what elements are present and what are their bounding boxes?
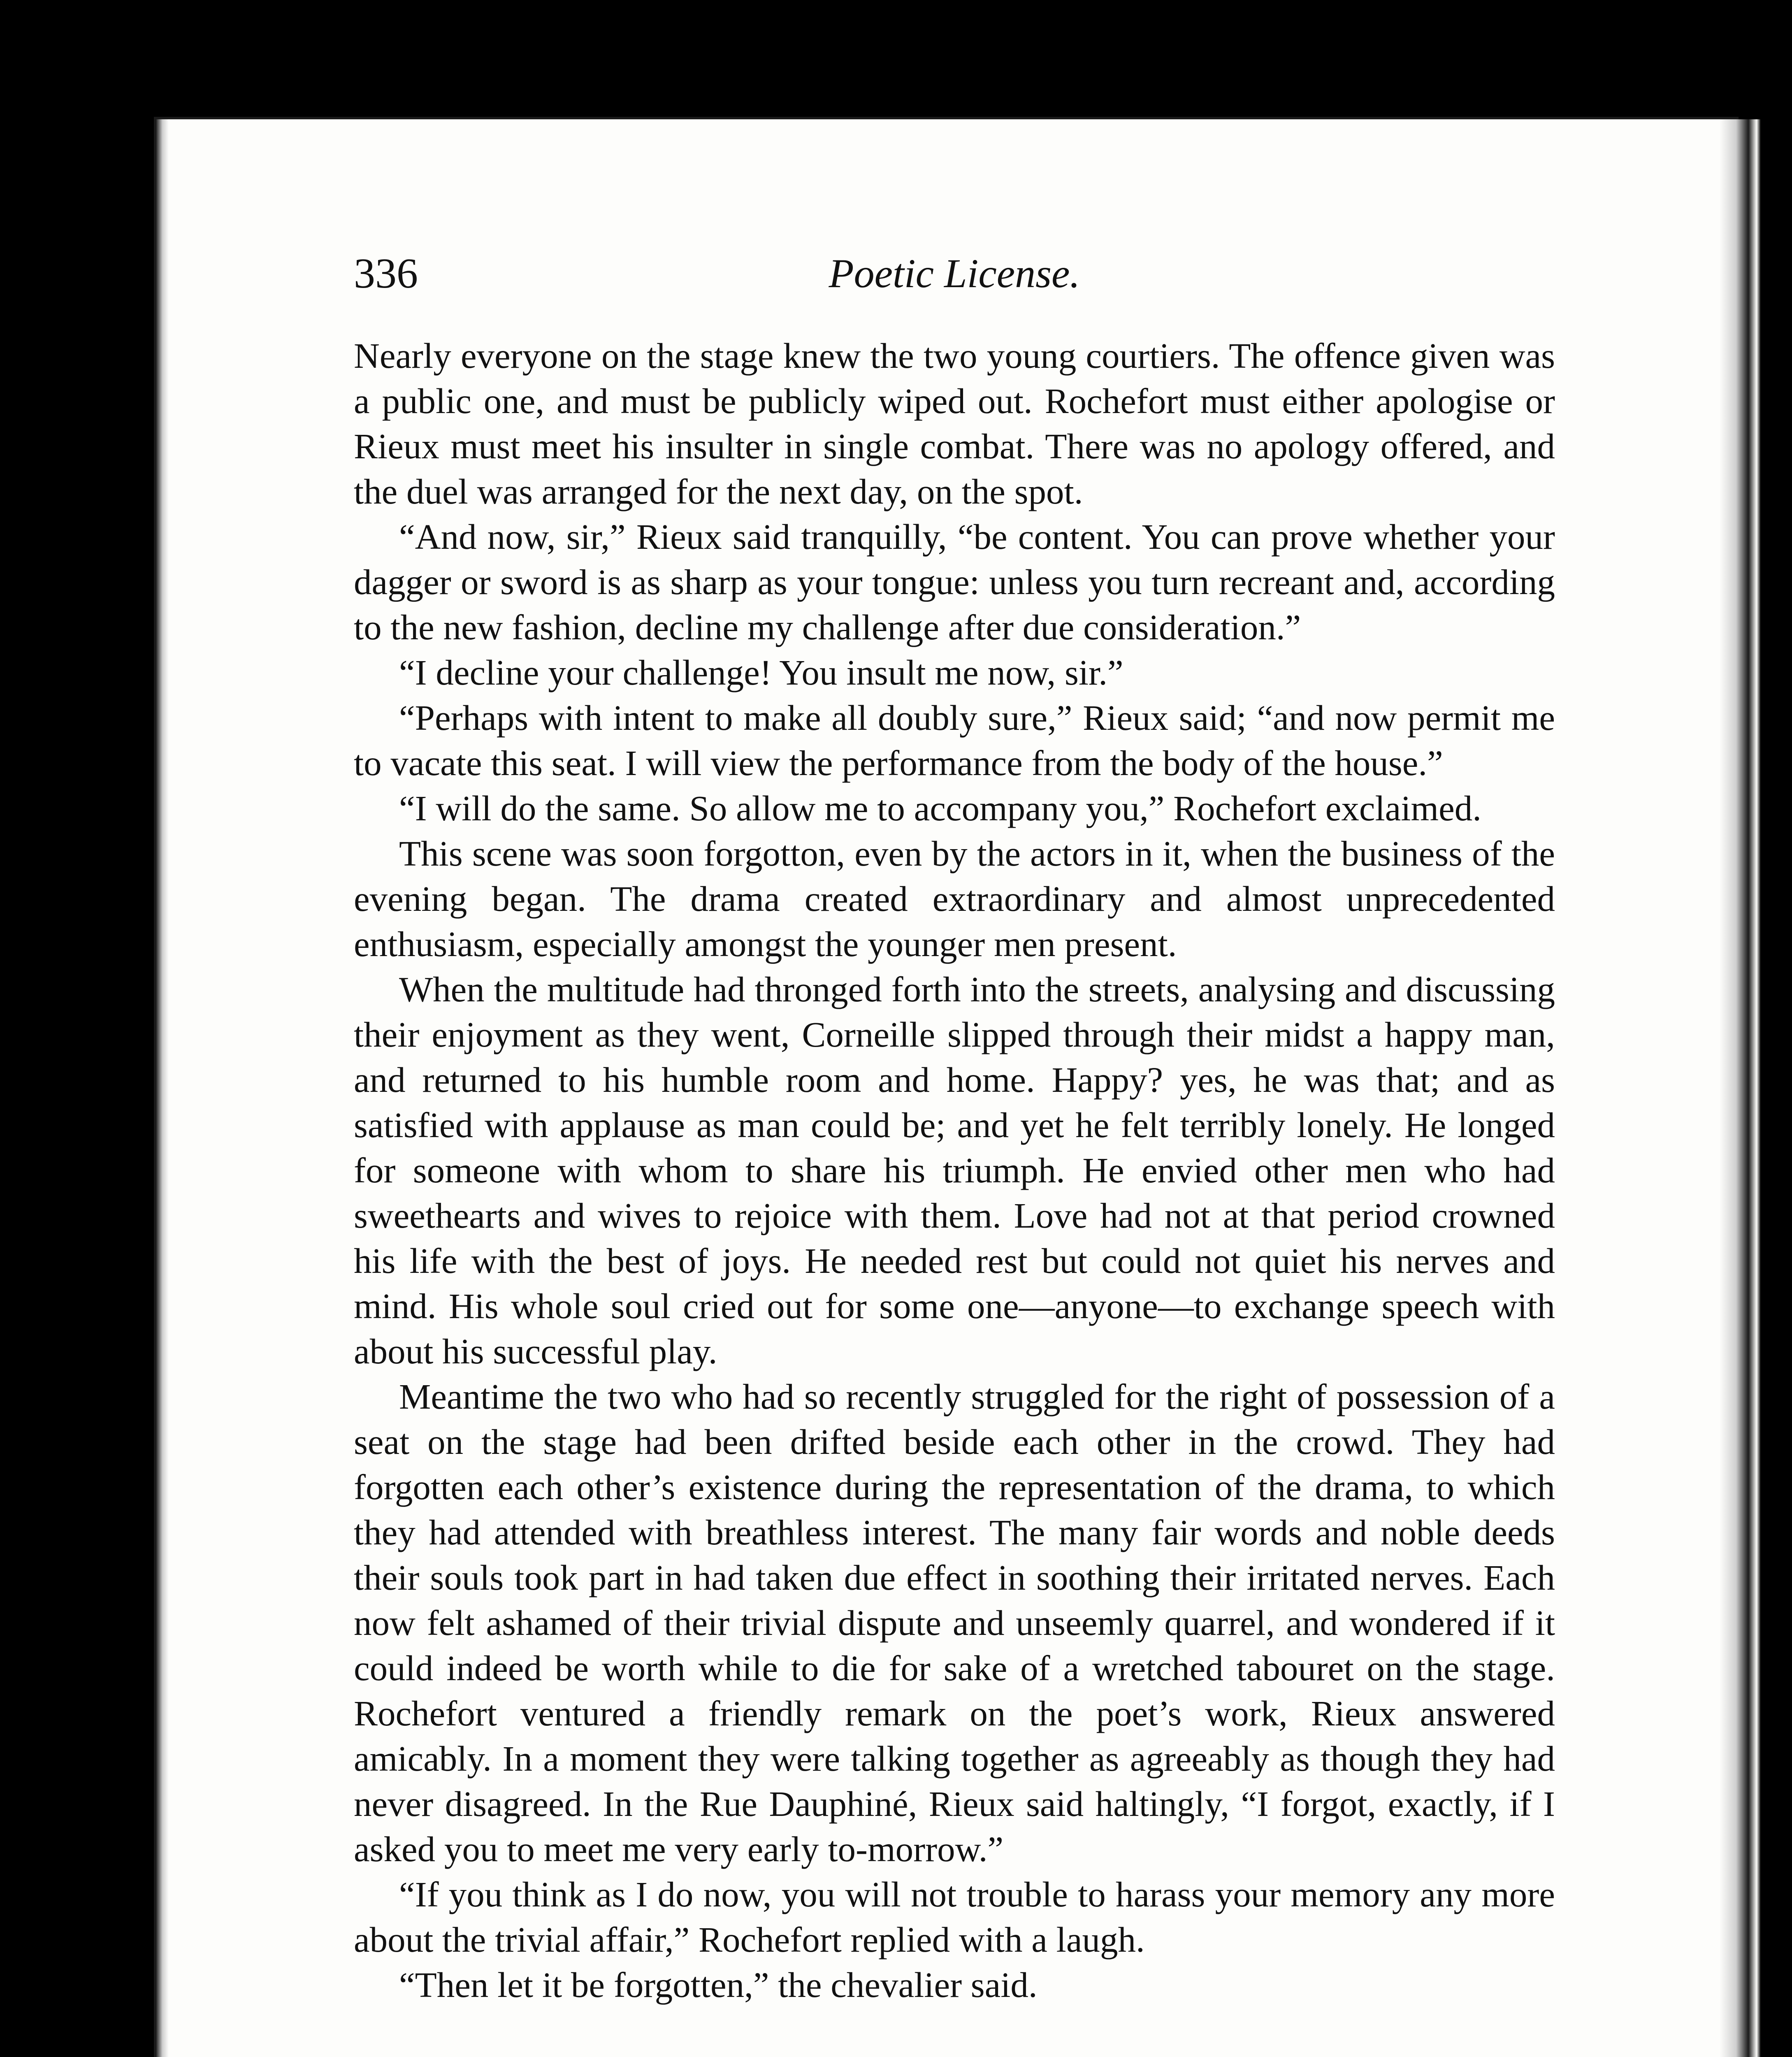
paragraph: “Perhaps with intent to make all doubly sure,” Rieux said; “and now permit me to vacate this seat. I will view the performance from the body of the house.”: [354, 698, 1555, 783]
page-number: 336: [354, 250, 418, 297]
body-text: [354, 333, 1555, 2008]
paragraph: Nearly everyone on the stage knew the two young courtiers. The offence given was a public one, and must be publicly wiped out. Rochefort must either apologise or Rieux must meet his insulter in single combat. There was no apology offered, and the duel was arranged for the next day, on the spot.: [354, 336, 1555, 511]
page-header: [354, 243, 1555, 304]
paragraph: “And now, sir,” Rieux said tranquilly, “be content. You can prove whether your dagger or sword is as sharp as your tongue: unless you turn recreant and, according to the new fashion, decline my challenge after due consideration.”: [354, 517, 1555, 647]
page-gutter-left: [156, 119, 169, 2057]
paragraph: “I decline your challenge! You insult me now, sir.”: [399, 652, 1123, 692]
paragraph: “Then let it be forgotten,” the chevalier said.: [399, 1965, 1038, 2005]
paragraph: Meantime the two who had so recently struggled for the right of possession of a seat on the stage had been drifted beside each other in the crowd. They had forgotten each other’s existence during the representation of the drama, to which they had attended with breathless interest. The many fair words and noble deeds their souls took part in had taken due effect in soothing their irritated nerves. Each now felt ashamed of their trivial dispute and unseemly quarrel, and wondered if it could indeed be worth while to die for sake of a wretched tabouret on the stage. Rochefort ventured a friendly remark on the poet’s work, Rieux answered amicably. In a moment they were talking together as agreeably as though they had never disagreed. In the Rue Dauphiné, Rieux said haltingly, “I forgot, exactly, if I asked you to meet me very early to-morrow.”: [354, 1377, 1555, 1869]
paragraph: This scene was soon forgotton, even by the actors in it, when the business of the evening began. The drama created extraordinary and almost unprecedented enthusiasm, especially amongst the younger men present.: [354, 833, 1555, 964]
page-edge-right: [1720, 119, 1761, 2057]
running-title: Poetic License.: [829, 251, 1080, 296]
paragraph: When the multitude had thronged forth into the streets, analysing and discussing their enjoyment as they went, Corneille slipped through their midst a happy man, and returned to his humble room and home. Happy? yes, he was that; and as satisfied with applause as man could be; and yet he felt terribly lonely. He longed for someone with whom to share his triumph. He envied other men who had sweethearts and wives to rejoice with them. Love had not at that period crowned his life with the best of joys. He needed rest but could not quiet his nerves and mind. His whole soul cried out for some one—anyone—to exchange speech with about his successful play.: [354, 969, 1555, 1371]
paragraph: “If you think as I do now, you will not trouble to harass your memory any more about the trivial affair,” Rochefort replied with a laugh.: [354, 1874, 1555, 1959]
paragraph: “I will do the same. So allow me to accompany you,” Rochefort exclaimed.: [399, 788, 1481, 828]
